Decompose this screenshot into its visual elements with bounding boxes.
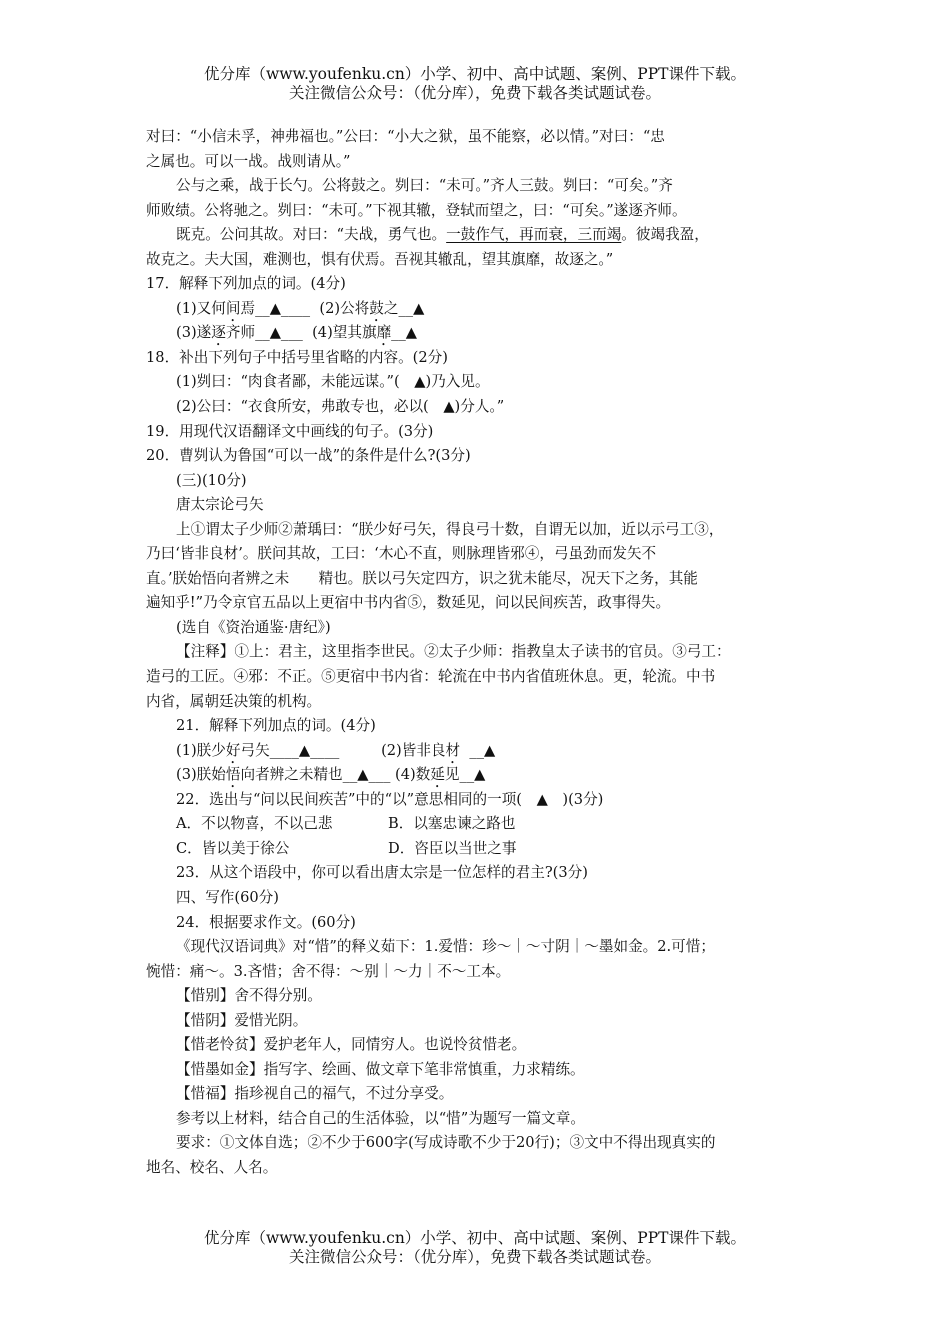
question-18-title: 18．补出下列句子中括号里省略的内容。(2分) [146,348,448,366]
dotted-word: 悟 [225,766,241,784]
item-text: 焉 [240,299,256,317]
question-17-title: 17．解释下列加点的词。(4分) [146,275,346,293]
passage-line: 遍知乎!”乃令京官五品以上更宿中书内省⑤，数延见，问以民间疾苦，政事得失。 [146,594,671,612]
answer-blank[interactable]: __▲ [398,299,425,317]
item-text: (1)朕少 [176,741,226,759]
item-text: (2)公将 [319,299,370,317]
item-text: (4)数 [395,766,431,784]
notes-line: 造弓的工匠。④邪：不正。⑤更宿中书内省：轮流在中书内省值班休息。更，轮流。中书 [146,668,716,686]
word-entry: 【惜老怜贫】爱护老年人，同情穷人。也说怜贫惜老。 [176,1036,527,1054]
passage-line: 直。’朕始悟向者辨之未 精也。朕以弓矢定四方，识之犹未能尽，况天下之务，其能 [146,569,698,587]
underlined-sentence: 一鼓作气，再而衰，三而竭 [446,226,622,244]
passage-line: 师败绩。公将驰之。刿曰：“未可。”下视其辙，登轼而望之，曰：“可矣。”遂逐齐师。 [146,201,687,219]
answer-blank[interactable]: __▲____ [255,299,311,317]
dotted-word: 鼓 [369,299,384,317]
page-header [0,65,950,103]
writing-prompt: 参考以上材料，结合自己的生活体验，以“惜”为题写一篇文章。 [176,1109,585,1127]
item-text: 之 [383,299,399,317]
passage-line: 上①谓太子少师②萧瑀曰：“朕少好弓矢，得良弓十数，自谓无以加，近以示弓工③， [176,520,724,538]
dotted-word: 逐 [211,324,226,342]
writing-requirements: 地名、校名、人名。 [146,1158,278,1176]
word-entry: 【惜福】指珍视自己的福气，不过分享受。 [176,1085,454,1103]
passage-line: 对曰：“小信未孚，神弗福也。”公曰：“小大之狱，虽不能察，必以情。”对曰：“忠 [146,128,665,145]
option-d[interactable]: D．咨臣以当世之事 [388,839,517,857]
option-b[interactable]: B．以塞忠谏之路也 [388,815,516,833]
question-22-options-cd [146,837,808,862]
item-text: 向者辨之未精也 [240,766,343,784]
word-entry: 【惜别】舍不得分别。 [176,987,322,1005]
item-text: (4)望其旗 [312,324,377,342]
option-a[interactable]: A．不以物喜，不以己悲 [176,815,333,833]
question-20: 20．曹刿认为鲁国“可以一战”的条件是什么?(3分) [146,447,471,465]
question-23: 23．从这个语段中，你可以看出唐太宗是一位怎样的君主?(3分) [176,864,588,882]
question-19: 19．用现代汉语翻译文中画线的句子。(3分) [146,422,434,440]
question-22-options-ab [146,812,808,837]
section-4-title: 四、写作(60分) [176,888,279,906]
question-18-item-2: (2)公曰：“衣食所安，弗敢专也，必以( ▲)分人。” [176,398,505,416]
passage-text: 既克。公问其故。对曰：“夫战，勇气也。 [176,226,447,244]
exam-content [146,125,808,1181]
question-18-item-1: (1)刿曰：“肉食者鄙，未能远谋。”( ▲)乃入见。 [176,373,490,391]
word-entry: 【惜阴】爱惜光阴。 [176,1011,308,1029]
word-entry: 【惜墨如金】指写字、绘画、做文章下笔非常慎重，力求精练。 [176,1060,585,1078]
answer-blank[interactable]: __▲___ [255,324,303,342]
dotted-word: 好 [225,741,241,759]
footer-line-2: 关注微信公众号：（优分库），免费下载各类试题试卷。 [288,1248,661,1266]
definition-line: 惋惜：痛～。3.吝惜；舍不得：～别｜～力｜不～工本。 [146,962,511,980]
notes-line: 【注释】①上：君主，这里指李世民。②太子少师：指教皇太子读书的官员。③弓工： [176,643,731,661]
question-21-row-2 [146,763,808,788]
notes-line: 内省，属朝廷决策的机构。 [146,692,322,710]
item-text: (2)皆非良 [381,741,446,759]
dotted-word: 间 [225,299,241,317]
item-text: 见 [444,766,460,784]
page-footer [0,1229,950,1267]
question-21-row-1 [146,739,808,764]
passage-line: 之属也。可以一战。战则请从。” [146,152,351,170]
answer-blank[interactable]: __▲___ [342,766,391,784]
section-3-label: (三)(10分) [176,471,247,489]
passage-text: 。彼竭我盈， [621,226,709,244]
passage-line: 公与之乘，战于长勺。公将鼓之。刿曰：“未可。”齐人三鼓。刿曰：“可矣。”齐 [176,177,673,195]
writing-requirements: 要求：①文体自选；②不少于600字(写成诗歌不少于20行)；③文中不得出现真实的 [176,1134,716,1152]
passage-line: 乃曰‘皆非良材’。朕问其故，工曰：‘木心不直，则脉理皆邪④，弓虽劲而发矢不 [146,545,657,563]
section-3-title: 唐太宗论弓矢 [176,496,264,514]
header-line-1: 优分库（www.youfenku.cn）小学、初中、高中试题、案例、PPT课件下载。 [203,65,747,83]
question-22-title: 22．选出与“问以民间疾苦”中的“以”意思相同的一项( ▲ )(3分) [176,790,604,808]
definition-line: 《现代汉语词典》对“惜”的释义茹下：1.爱惜：珍～｜～寸阴｜～墨如金。2.可惜； [176,938,715,956]
item-text: (3)朕始 [176,766,226,784]
item-text: (3)遂 [176,324,212,342]
footer-line-1: 优分库（www.youfenku.cn）小学、初中、高中试题、案例、PPT课件下载。 [203,1229,747,1247]
passage-line [146,223,808,248]
header-line-2: 关注微信公众号：（优分库），免费下载各类试题试卷。 [288,84,661,102]
option-c[interactable]: C．皆以美于徐公 [176,839,290,857]
answer-blank[interactable]: ____▲____ [269,741,340,759]
answer-blank[interactable]: __▲ [469,741,496,759]
dotted-word: 靡 [376,324,392,342]
question-17-row-1 [146,297,808,322]
dotted-word: 延 [430,766,445,784]
passage-line: 故克之。夫大国，难测也，惧有伏焉。吾视其辙乱，望其旗靡，故逐之。” [146,250,614,268]
question-24-title: 24．根据要求作文。(60分) [176,913,356,931]
item-text: (1)又何 [176,299,226,317]
dotted-word: 材 [445,741,461,759]
item-text: 齐师 [225,324,256,342]
question-21-title: 21．解释下列加点的词。(4分) [176,717,376,735]
question-17-row-2 [146,321,808,346]
item-text: 弓矢 [240,741,270,759]
answer-blank[interactable]: __▲ [391,324,417,342]
passage-source: (选自《资治通鉴·唐纪》) [176,618,331,636]
answer-blank[interactable]: __▲ [459,766,486,784]
